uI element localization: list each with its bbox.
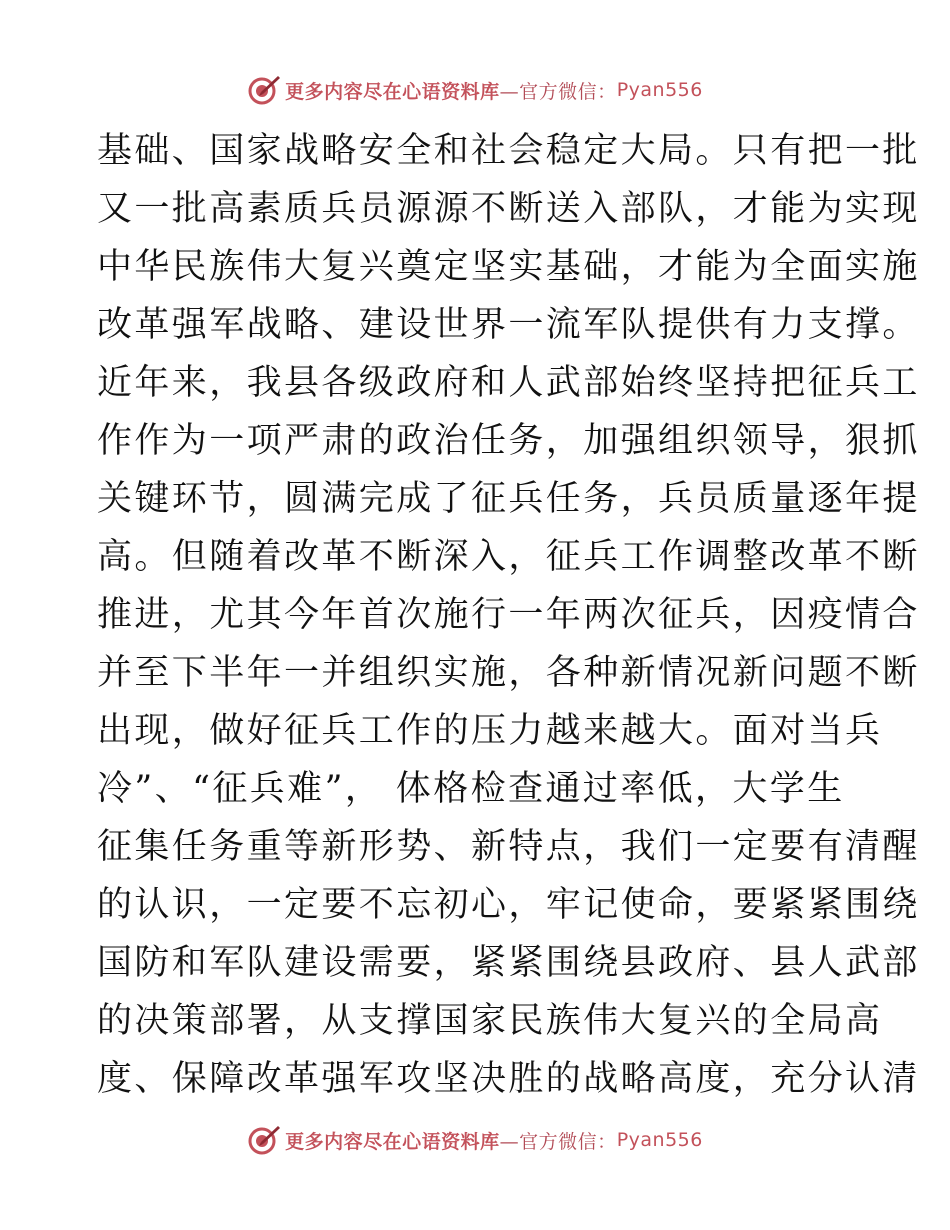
text-line: 近年来，我县各级政府和人武部始终坚持把征兵工 xyxy=(97,363,920,403)
text-line: 推进，尤其今年首次施行一年两次征兵，因疫情合 xyxy=(97,595,920,635)
text-line: 冷”、“征兵难”， 体格检查通过率低，大学生 xyxy=(97,769,845,809)
text-line: 的认识，一定要不忘初心，牢记使命，要紧紧围绕 xyxy=(97,885,920,925)
header-watermark xyxy=(0,70,950,110)
text-line: 关键环节，圆满完成了征兵任务，兵员质量逐年提 xyxy=(97,479,920,519)
text-line: 中华民族伟大复兴奠定坚实基础，才能为全面实施 xyxy=(97,247,920,287)
text-line: 又一批高素质兵员源源不断送入部队，才能为实现 xyxy=(97,189,920,229)
footer-watermark xyxy=(0,1120,950,1160)
text-line: 的决策部署，从支撑国家民族伟大复兴的全局高 xyxy=(97,1001,883,1041)
watermark-separator: —官方微信： xyxy=(499,1130,617,1153)
watermark-separator: —官方微信： xyxy=(499,80,617,103)
watermark-text: 更多内容尽在心语资料库 xyxy=(285,80,500,103)
document-body xyxy=(97,122,920,1108)
text-line: 征集任务重等新形势、新特点，我们一定要有清醒 xyxy=(97,827,920,867)
text-line: 并至下半年一并组织实施，各种新情况新问题不断 xyxy=(97,653,920,693)
text-line: 高。但随着改革不断深入，征兵工作调整改革不断 xyxy=(97,537,920,577)
pen-logo-icon xyxy=(247,73,281,107)
watermark-text: 更多内容尽在心语资料库 xyxy=(285,1130,500,1153)
watermark-wechat-id: Pyan556 xyxy=(616,79,703,101)
text-line: 作作为一项严肃的政治任务，加强组织领导，狠抓 xyxy=(97,421,920,461)
text-line: 度、保障改革强军攻坚决胜的战略高度，充分认清 xyxy=(97,1059,920,1099)
text-line: 基础、国家战略安全和社会稳定大局。只有把一批 xyxy=(97,131,920,171)
text-line: 国防和军队建设需要，紧紧围绕县政府、县人武部 xyxy=(97,943,920,983)
text-line: 出现，做好征兵工作的压力越来越大。面对当兵 xyxy=(97,711,883,751)
watermark-wechat-id: Pyan556 xyxy=(616,1129,703,1151)
text-line: 改革强军战略、建设世界一流军队提供有力支撑。 xyxy=(97,305,920,345)
pen-logo-icon xyxy=(247,1123,281,1157)
